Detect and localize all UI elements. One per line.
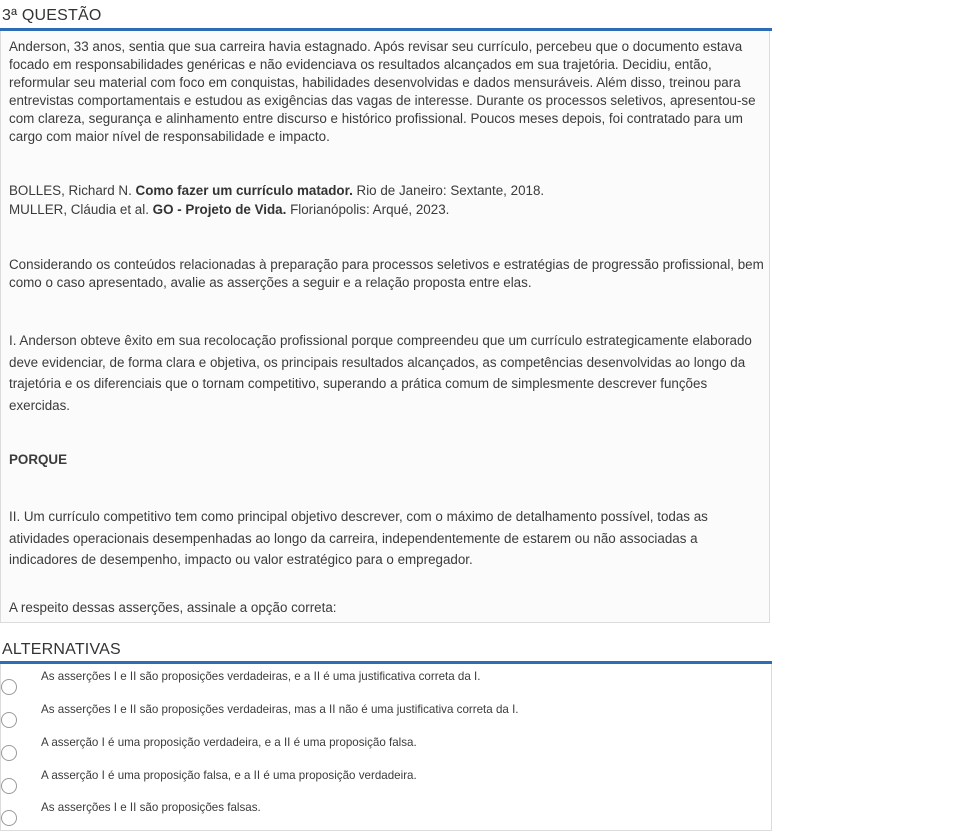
assertion-2: II. Um currículo competitivo tem como principal objetivo descrever, com o máximo de detalhamento possível, todas as atividades operacionais desempenhadas ao longo da carreira, independentemente de estarem ou não associadas a indicadores de desempenho, impacto ou valor estratégico para o empregador. xyxy=(9,509,708,568)
alternatives-list xyxy=(0,664,772,831)
connector-porque: PORQUE xyxy=(9,452,68,467)
alternatives-title: ALTERNATIVAS xyxy=(2,641,121,658)
question-title: 3ª QUESTÃO xyxy=(2,7,102,24)
alternative-option-5[interactable] xyxy=(1,801,771,831)
reference-1-title: Como fazer um currículo matador. xyxy=(135,183,353,198)
alternative-option-1[interactable] xyxy=(1,670,771,700)
alternative-option-2[interactable] xyxy=(1,703,771,733)
assertion-1: I. Anderson obteve êxito em sua recolocação profissional porque compreendeu que um currículo estrategicamente elaborado deve evidenciar, de forma clara e objetiva, os principais resultados alcançados, as competências desenvolvidas ao longo da trajetória e os diferenciais que o tornam competitivo, superando a prática comum de simplesmente descrever funções exercidas. xyxy=(9,333,752,414)
alternative-option-3[interactable] xyxy=(1,736,771,766)
reference-2-rest: Florianópolis: Arqué, 2023. xyxy=(286,202,450,217)
question-body xyxy=(0,31,770,623)
alternative-label-2[interactable]: As asserções I e II são proposições verdadeiras, mas a II não é uma justificativa correta da I. xyxy=(41,703,519,716)
radio-button-3[interactable] xyxy=(1,745,17,761)
alternative-label-5[interactable]: As asserções I e II são proposições falsas. xyxy=(41,801,261,814)
case-paragraph: Anderson, 33 anos, sentia que sua carreira havia estagnado. Após revisar seu currículo, percebeu que o documento estava focado em responsabilidades genéricas e não evidenciava os resultados alcançados em sua trajetória. Decidiu, então, reformular seu material com foco em conquistas, habilidades desenvolvidas e dados mensuráveis. Além disso, treinou para entrevistas comportamentais e estudou as exigências das vagas de interesse. Durante os processos seletivos, apresentou-se com clareza, segurança e alinhamento entre discurso e histórico profissional. Poucos meses depois, foi contratado para um cargo com maior nível de responsabilidade e impacto. xyxy=(9,39,756,144)
radio-button-5[interactable] xyxy=(1,810,17,826)
reference-2-author: MULLER, Cláudia et al. xyxy=(9,202,153,217)
alternative-option-4[interactable] xyxy=(1,769,771,799)
reference-2-title: GO - Projeto de Vida. xyxy=(152,202,287,217)
reference-1-author: BOLLES, Richard N. xyxy=(9,183,136,198)
alternative-label-4[interactable]: A asserção I é uma proposição falsa, e a II é uma proposição verdadeira. xyxy=(41,769,417,782)
radio-button-4[interactable] xyxy=(1,778,17,794)
reference-1 xyxy=(9,182,767,200)
prompt-paragraph: Considerando os conteúdos relacionadas à preparação para processos seletivos e estratégias de progressão profissional, bem como o caso apresentado, avalie as asserções a seguir e a relação proposta entre elas. xyxy=(9,257,764,290)
alternative-label-1[interactable]: As asserções I e II são proposições verdadeiras, e a II é uma justificativa correta da I. xyxy=(41,670,481,683)
reference-1-rest: Rio de Janeiro: Sextante, 2018. xyxy=(352,183,545,198)
instruction: A respeito dessas asserções, assinale a opção correta: xyxy=(9,600,337,615)
reference-2 xyxy=(9,201,767,219)
radio-button-2[interactable] xyxy=(1,712,17,728)
alternative-label-3[interactable]: A asserção I é uma proposição verdadeira, e a II é uma proposição falsa. xyxy=(41,736,417,749)
radio-button-1[interactable] xyxy=(1,679,17,695)
